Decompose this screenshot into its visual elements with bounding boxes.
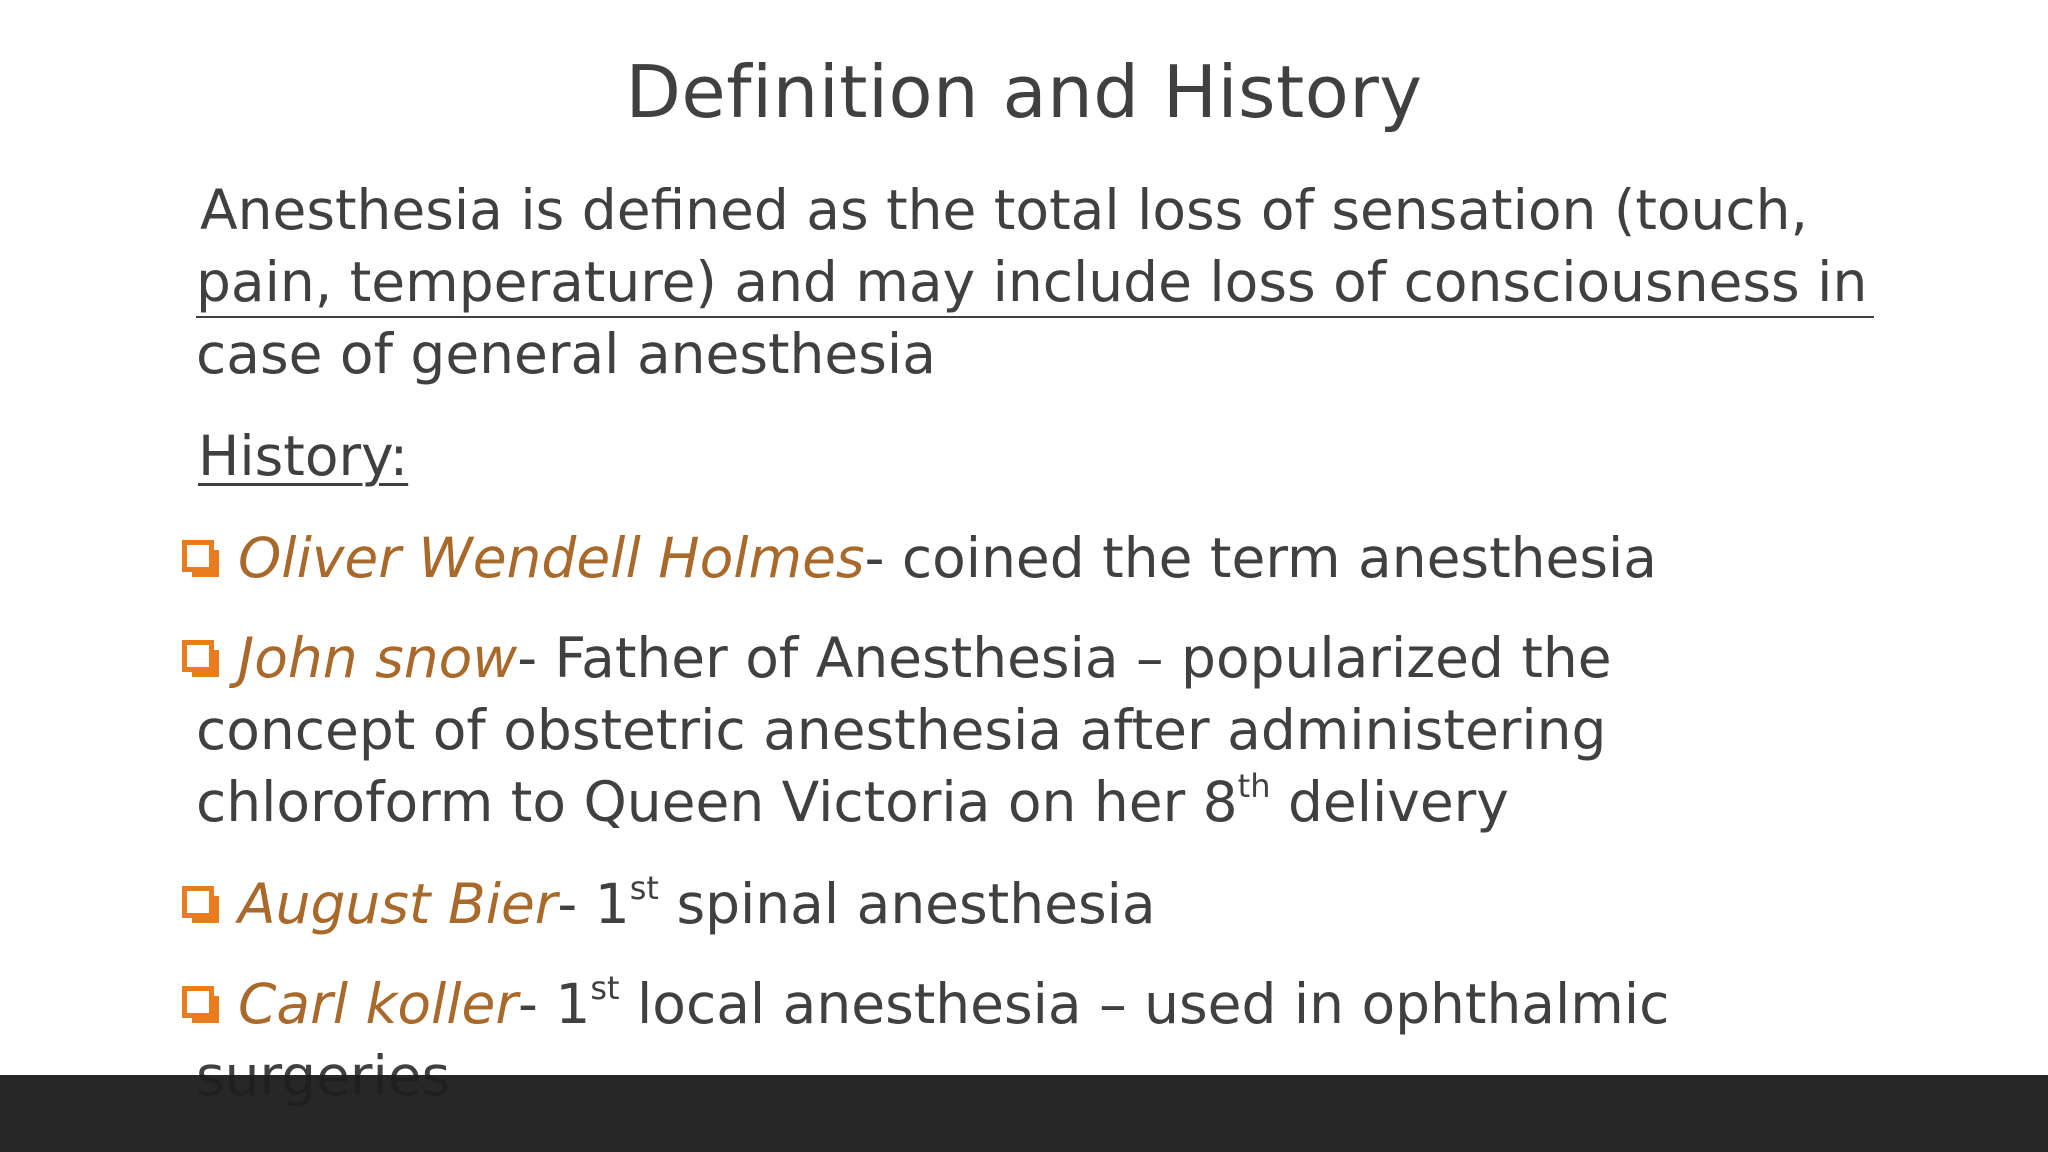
ordinal-suffix: st (629, 869, 659, 907)
slide-title-text: Definition and History (625, 50, 1423, 134)
history-heading: History: (198, 424, 409, 488)
bullet-text: delivery (1270, 770, 1509, 834)
ordinal-suffix: th (1237, 767, 1271, 805)
bullet-text: spinal anesthesia (658, 872, 1156, 936)
square-bullet-icon (182, 640, 214, 672)
square-bullet-icon (182, 540, 214, 572)
bullet-text: - Father of Anesthesia – popularized the (517, 626, 1612, 690)
square-bullet-icon (182, 986, 214, 1018)
bullet-text: - coined the term anesthesia (864, 526, 1657, 590)
history-bullet-koller (182, 968, 1669, 1040)
bullet-text: - 1 (557, 872, 630, 936)
definition-line-1: Anesthesia is defined as the total loss of sensation (touch, (200, 178, 1808, 242)
video-bottom-bar (0, 1075, 2048, 1152)
bullet-name: Carl koller (238, 972, 518, 1036)
definition-line-3: case of general anesthesia (196, 322, 936, 386)
bullet-text: local anesthesia – used in ophthalmic (619, 972, 1670, 1036)
definition-line-2: pain, temperature) and may include loss of consciousness in (196, 250, 1868, 314)
bullet-name: August Bier (238, 872, 558, 936)
bullet-name: John snow (238, 626, 518, 690)
bullet-continuation: concept of obstetric anesthesia after administering (196, 698, 1607, 762)
bullet-text: - 1 (518, 972, 591, 1036)
slide-title (0, 48, 2048, 136)
history-bullet-snow (182, 622, 1612, 694)
bullet-name: Oliver Wendell Holmes (238, 526, 865, 590)
ordinal-suffix: st (590, 969, 620, 1007)
history-bullet-bier (182, 868, 1156, 940)
history-bullet-holmes (182, 522, 1657, 594)
bullet-continuation (196, 766, 1509, 838)
square-bullet-icon (182, 886, 214, 918)
bullet-text: chloroform to Queen Victoria on her 8 (196, 770, 1238, 834)
